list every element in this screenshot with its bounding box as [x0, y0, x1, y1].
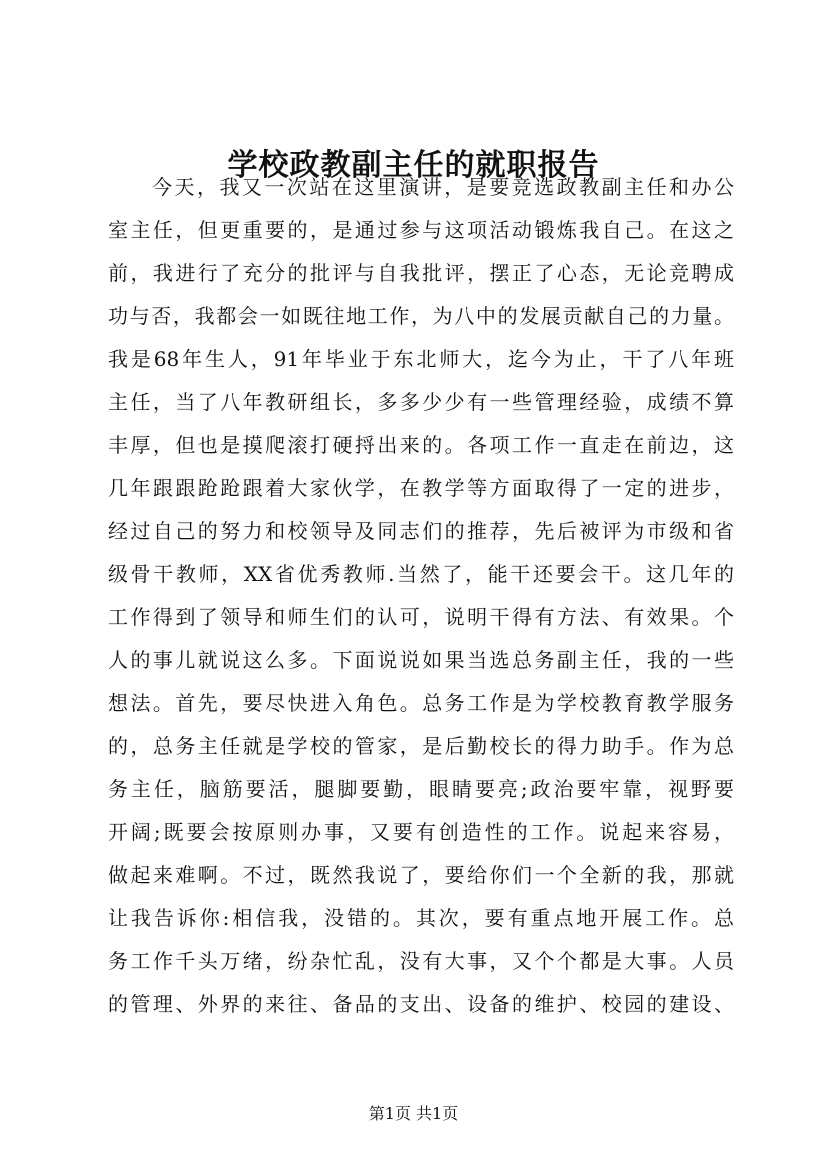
body-line-5: 我是68年生人，91年毕业于东北师大，迄今为止，干了八年班: [108, 347, 734, 371]
body-line-6: 主任，当了八年教研组长，多多少少有一些管理经验，成绩不算: [108, 390, 734, 414]
body-line-10: 级骨干教师，XX省优秀教师.当然了，能干还要会干。这几年的: [108, 562, 734, 586]
body-line-15: 务主任，脑筋要活，腿脚要勤，眼睛要亮;政治要牢靠，视野要: [108, 777, 734, 801]
body-line-14: 的，总务主任就是学校的管家，是后勤校长的得力助手。作为总: [108, 734, 734, 758]
body-line-1: 今天，我又一次站在这里演讲，是要竞选政教副主任和办公: [152, 175, 734, 199]
body-line-8: 几年跟跟跄跄跟着大家伙学，在教学等方面取得了一定的进步，: [108, 476, 734, 500]
body-line-2: 室主任，但更重要的，是通过参与这项活动锻炼我自己。在这之: [108, 218, 734, 242]
body-line-13: 想法。首先，要尽快进入角色。总务工作是为学校教育教学服务: [108, 691, 734, 715]
body-line-12: 人的事儿就说这么多。下面说说如果当选总务副主任，我的一些: [108, 648, 734, 672]
body-line-4: 功与否，我都会一如既往地工作，为八中的发展贡献自己的力量。: [108, 304, 734, 328]
document-body: [108, 166, 734, 1026]
body-line-18: 让我告诉你:相信我，没错的。其次，要有重点地开展工作。总: [108, 906, 734, 930]
page-number-footer: 第1页 共1页: [368, 1104, 459, 1123]
document-title: 学校政教副主任的就职报告: [227, 148, 600, 183]
body-line-20: 的管理、外界的来往、备品的支出、设备的维护、校园的建设、: [108, 992, 734, 1016]
body-line-16: 开阔;既要会按原则办事，又要有创造性的工作。说起来容易，: [108, 820, 734, 844]
body-line-11: 工作得到了领导和师生们的认可，说明干得有方法、有效果。个: [108, 605, 734, 629]
body-line-3: 前，我进行了充分的批评与自我批评，摆正了心态，无论竞聘成: [108, 261, 734, 285]
body-line-19: 务工作千头万绪，纷杂忙乱，没有大事，又个个都是大事。人员: [108, 949, 734, 973]
body-line-9: 经过自己的努力和校领导及同志们的推荐，先后被评为市级和省: [108, 519, 734, 543]
body-line-7: 丰厚，但也是摸爬滚打硬捋出来的。各项工作一直走在前边，这: [108, 433, 734, 457]
body-line-17: 做起来难啊。不过，既然我说了，要给你们一个全新的我，那就: [108, 863, 734, 887]
